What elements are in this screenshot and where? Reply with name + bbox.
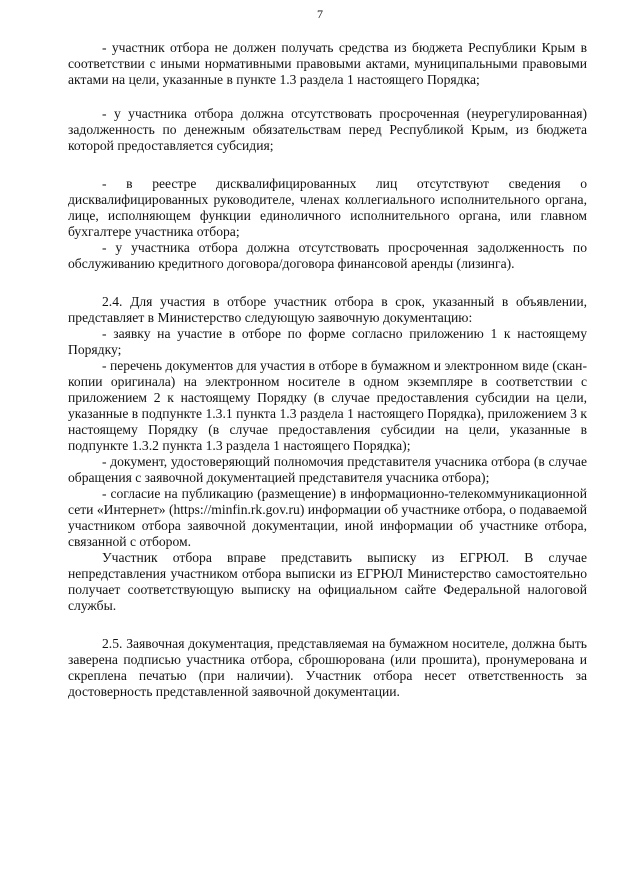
paragraph-budget-funds: - участник отбора не должен получать средства из бюджета Республики Крым в соответствии с иными нормативными правовыми актами, муниципальными правовыми актами на цели, указанные в пункте 1.3 раздела 1 настоящего Порядка;: [68, 40, 587, 87]
paragraph-egrul-extract: Участник отбора вправе представить выписку из ЕГРЮЛ. В случае непредставления участником отбора выписки из ЕГРЮЛ Министерство самостоятельно получает соответствующую выписку на официальном сайте Федеральной налоговой службы.: [68, 550, 587, 613]
paragraph-documents-list: - перечень документов для участия в отборе в бумажном и электронном виде (скан-копии оригинала) на электронном носителе в одном экземпляре в соответствии с приложением 2 к настоящему Порядку (в случае предоставления субсидии на цели, указанные в подпункте 1.3.1 пункта 1.3 раздела 1 настоящего Порядка), приложением 3 к настоящему Порядку (в случае предоставления субсидии на цели, указанные в подпункте 1.3.2 пункта 1.3 раздела 1 настоящего Порядка);: [68, 358, 587, 453]
paragraph-section-2-4: 2.4. Для участия в отборе участник отбора в срок, указанный в объявлении, представляет в Министерство следующую заявочную документацию:: [68, 294, 587, 325]
paragraph-no-overdue-debt: - у участника отбора должна отсутствовать просроченная (неурегулированная) задолженность по денежным обязательствам перед Республикой Крым, из бюджета которой предоставляется субсидия;: [68, 106, 587, 153]
paragraph-section-2-5: 2.5. Заявочная документация, представляемая на бумажном носителе, должна быть заверена подписью участника отбора, сброшюрована (или прошита), пронумерована и скреплена печатью (при наличии). Участник отбора несет ответственность за достоверность представленной заявочной документации.: [68, 636, 587, 699]
page-number: 7: [317, 7, 323, 21]
document-body: [68, 40, 587, 700]
paragraph-credit-debt: - у участника отбора должна отсутствовать просроченная задолженность по обслуживанию кредитного договора/договора финансовой аренды (лизинга).: [68, 240, 587, 271]
paragraph-publication-consent: - согласие на публикацию (размещение) в информационно-телекоммуникационной сети «Интернет» (https://minfin.rk.gov.ru) информации об участнике отбора, о подаваемой участником отбора заявочной документации, иной информации об участнике отбора, связанной с отбором.: [68, 486, 587, 549]
paragraph-application-form: - заявку на участие в отборе по форме согласно приложению 1 к настоящему Порядку;: [68, 326, 587, 357]
paragraph-disqualified-registry: - в реестре дисквалифицированных лиц отсутствуют сведения о дисквалифицированных руководителе, членах коллегиального исполнительного органа, лице, исполняющем функции единоличного исполнительного органа, или главном бухгалтере участника отбора;: [68, 176, 587, 239]
paragraph-representative-document: - документ, удостоверяющий полномочия представителя учасника отбора (в случае обращения с заявочной документацией представителя учасника отбора);: [68, 454, 587, 485]
